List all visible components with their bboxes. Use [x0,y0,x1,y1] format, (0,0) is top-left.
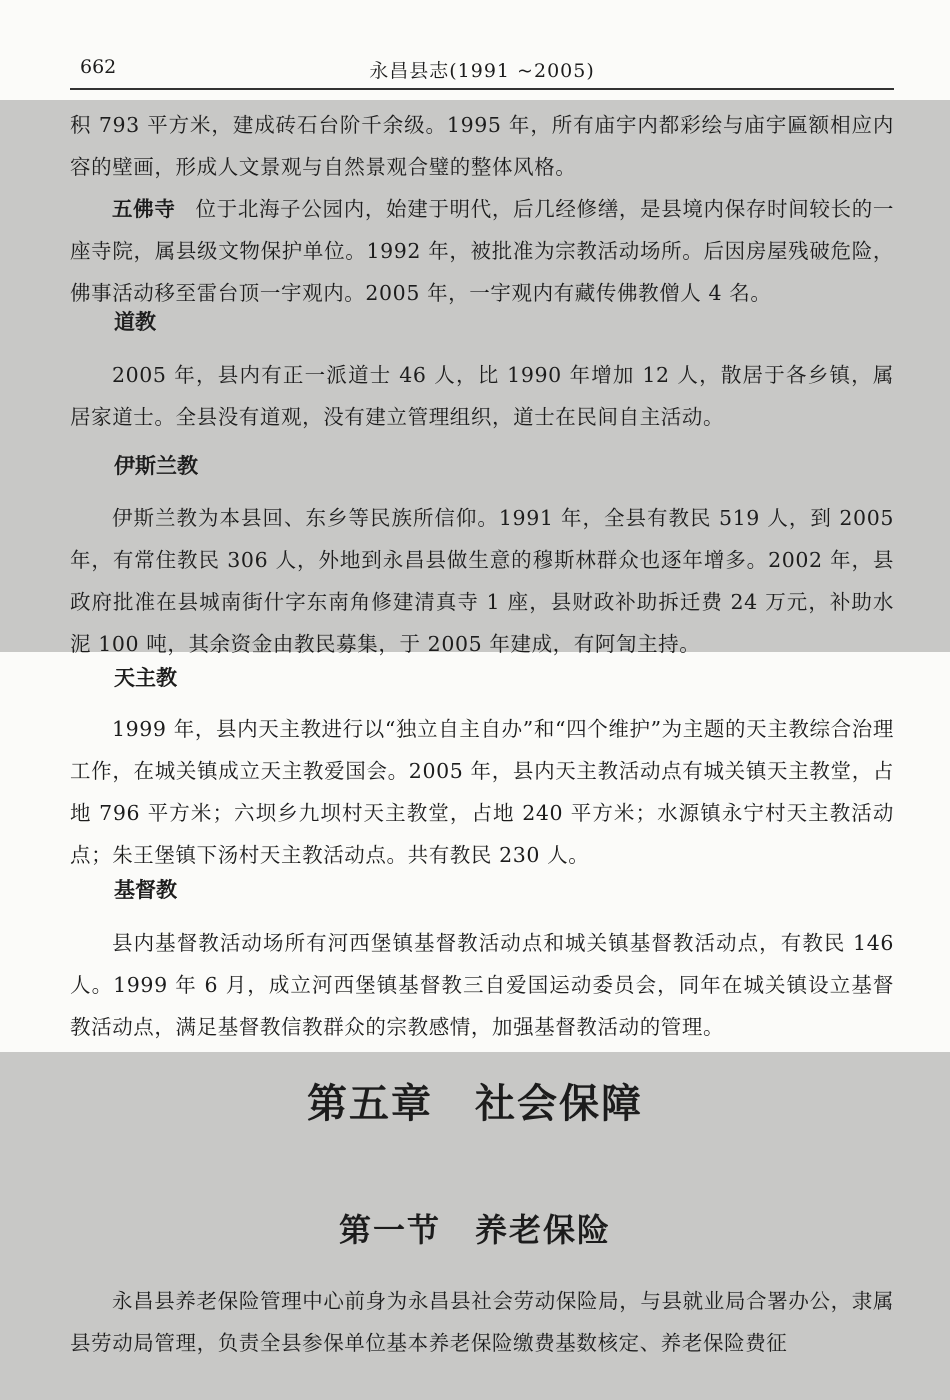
paragraph-islam: 伊斯兰教为本县回、东乡等民族所信仰。1991 年，全县有教民 519 人，到 2005 年，有常住教民 306 人，外地到永昌县做生意的穆斯林群众也逐年增多。2002 年，县政府批准在县城南街什字东南角修建清真寺 1 座，县财政补助拆迁费 24 万元，补助水泥 100 吨，其余资金由教民募集，于 2005 年建成，有阿訇主持。 [70,506,894,656]
heading-islam: 伊斯兰教 [114,453,198,478]
heading-daoism: 道教 [114,309,156,334]
wufo-temple-text: 位于北海子公园内，始建于明代，后几经修缮，是县境内保存时间较长的一座寺院，属县级文物保护单位。1992 年，被批准为宗教活动场所。后因房屋残破危险，佛事活动移至雷台顶一宇观内。2005 年，一宇观内有藏传佛教僧人 4 名。 [70,197,894,305]
running-title: 永昌县志(1991 ~2005) [369,60,595,82]
heading-christianity: 基督教 [114,877,177,902]
chapter-title: 第五章 社会保障 [307,1080,643,1127]
paragraph-pension: 永昌县养老保险管理中心前身为永昌县社会劳动保险局，与县就业局合署办公，隶属县劳动局管理，负责全县参保单位基本养老保险缴费基数核定、养老保险费征 [70,1289,894,1355]
paragraph-continuation: 积 793 平方米，建成砖石台阶千余级。1995 年，所有庙宇内都彩绘与庙宇匾额相应内容的壁画，形成人文景观与自然景观合璧的整体风格。 [70,113,894,179]
heading-catholicism: 天主教 [114,665,177,690]
paragraph-catholicism: 1999 年，县内天主教进行以“独立自主自办”和“四个维护”为主题的天主教综合治理工作，在城关镇成立天主教爱国会。2005 年，县内天主教活动点有城关镇天主教堂，占地 796 平方米；六坝乡九坝村天主教堂，占地 240 平方米；水源镇永宁村天主教活动点；朱王堡镇下汤村天主教活动点。共有教民 230 人。 [70,717,894,867]
page-header [70,48,894,90]
paragraph-daoism: 2005 年，县内有正一派道士 46 人，比 1990 年增加 12 人，散居于各乡镇，属居家道士。全县没有道观，没有建立管理组织，道士在民间自主活动。 [70,363,894,429]
paragraph-wufo-temple [70,188,894,314]
wufo-temple-label: 五佛寺 [112,197,176,221]
section-title: 第一节 养老保险 [338,1211,611,1249]
paragraph-christianity: 县内基督教活动场所有河西堡镇基督教活动点和城关镇基督教活动点，有教民 146 人。1999 年 6 月，成立河西堡镇基督教三自爱国运动委员会，同年在城关镇设立基督教活动点，满足基督教信教群众的宗教感情，加强基督教活动的管理。 [70,931,894,1039]
page-number: 662 [80,56,117,78]
